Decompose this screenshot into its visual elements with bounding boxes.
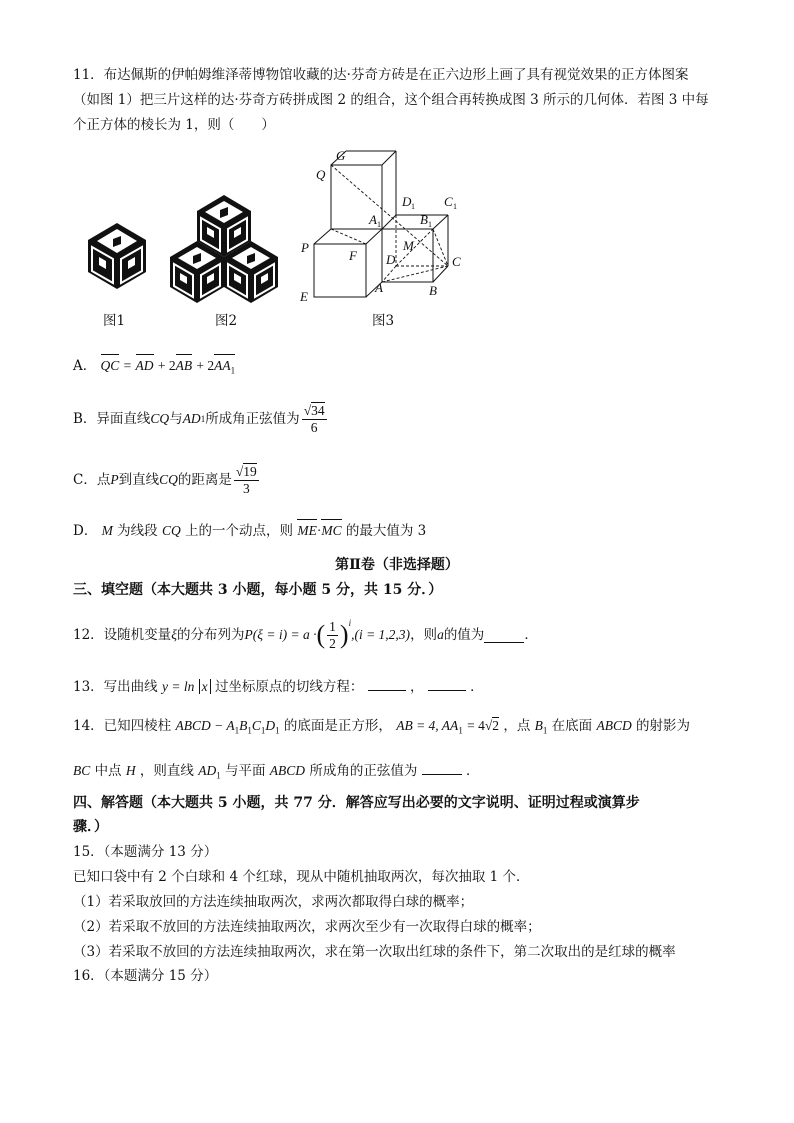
section-4-heading-line2: 骤．） [73, 819, 108, 835]
label-M: M [403, 238, 414, 253]
label-G: G [336, 148, 346, 163]
section-4-heading-line1: 四、解答题（本大题共 5 小题，共 77 分．解答应写出必要的文字说明、证明过程或演算步 [73, 795, 640, 811]
vector-AB: AB [175, 358, 193, 373]
q16-title: 16．（本题满分 15 分） [73, 968, 218, 984]
q11-option-b: B．异面直线 CQ 与 AD 1 所成角正弦值为 $\frac{√34}{6}$ [73, 402, 325, 435]
q11-option-d: D． M 为线段 CQ 上的一个动点，则 ME·MC 的最大值为 3 [73, 523, 427, 539]
figure-2-three-tiles [166, 193, 281, 305]
label-A: A [375, 280, 383, 295]
q15-stem: 已知口袋中有 2 个白球和 4 个红球，现从中随机抽取两次，每次抽取 1 个． [73, 869, 530, 885]
fraction-sqrt19-over-3: $\frac{√19}{3}$ [235, 463, 257, 496]
label-F: F [349, 248, 357, 263]
figure-1-caption: 图1 [103, 313, 126, 329]
vector-AA1: AA [214, 358, 231, 373]
q15-part-1: （1）若采取放回的方法连续抽取两次，求两次都取得白球的概率； [73, 894, 474, 910]
label-C: C [452, 254, 461, 269]
q14-answer-blank[interactable] [422, 760, 462, 775]
q13: 13．写出曲线 y = ln x 过坐标原点的切线方程： ， ． [73, 676, 484, 696]
label-D1-sub: 1 [411, 202, 415, 211]
fraction-sqrt34-over-6: $\frac{√34}{6}$ [303, 402, 325, 435]
q14-line1: 14．已知四棱柱 ABCD − $A_1B_1C_1D_1$ 的底面是正方形， AB = 4, $AA_1 = 4√2$ ，点 $B_1$ 在底面 ABCD 的射影为 [73, 718, 691, 736]
q13-answer-blank-2[interactable] [428, 676, 466, 691]
label-C1: C [444, 194, 453, 209]
vector-QC: QC [100, 358, 120, 373]
label-P: P [301, 240, 309, 255]
figure-3-geometry [296, 146, 471, 334]
section-2-title: 第Ⅱ卷（非选择题） [335, 557, 459, 573]
figure-3-caption: 图3 [372, 313, 395, 329]
q11-line2: （如图 1）把三片这样的达·芬奇方砖拼成图 2 的组合，这个组合再转换成图 3 所示的几何体．若图 3 中每 [73, 92, 709, 108]
label-E: E [300, 289, 308, 304]
q11-option-a: A． QC = AD + $2AB + 2AA_1$ [73, 357, 235, 380]
label-C1-sub: 1 [453, 202, 457, 211]
q14-line2: BC 中点 H ，则直线 $AD_1$ 与平面 ABCD 所成角的正弦值为 ． [73, 760, 479, 785]
label-B1: B [420, 212, 428, 227]
label-D1: D [402, 194, 412, 209]
label-B: B [429, 283, 437, 298]
label-A1-sub: 1 [377, 220, 381, 229]
figure-2-caption: 图2 [215, 313, 238, 329]
q11-option-c: C．点 P 到直线 CQ 的距离是 $\frac{√19}{3}$ [73, 463, 257, 496]
q15-part-3: （3）若采取不放回的方法连续抽取两次，求在第一次取出红球的条件下，第二次取出的是红球的概率 [73, 944, 676, 960]
q12: 12．设随机变量 ξ 的分布列为 P (ξ = i) = a · ( $\frac{1}{2}$ ) $^i$ ,(i = 1,2,3) ，则 a 的值为 ． [73, 618, 538, 651]
label-Q: Q [316, 167, 326, 182]
vector-ME: ME [297, 523, 317, 538]
q11-line3: 个正方体的棱长为 1，则（ ） [73, 117, 275, 133]
q12-answer-blank[interactable] [484, 628, 524, 643]
label-D: D [386, 252, 396, 267]
q11-line1: 11．布达佩斯的伊帕姆维泽蒂博物馆收藏的达·芬奇方砖是在正六边形上画了具有视觉效果的正方体图案 [73, 67, 689, 83]
fraction-1-over-2: $\frac{1}{2}$ [329, 618, 336, 651]
section-3-heading: 三、填空题（本大题共 3 小题，每小题 5 分，共 15 分．） [73, 582, 443, 598]
vector-AD: AD [135, 358, 154, 373]
label-B1-sub: 1 [428, 220, 432, 229]
label-A1: A [369, 212, 377, 227]
q15-title: 15．（本题满分 13 分） [73, 844, 218, 860]
figure-1-cube-tile [82, 220, 152, 292]
q13-answer-blank-1[interactable] [368, 676, 406, 691]
q15-part-2: （2）若采取不放回的方法连续抽取两次，求两次至少有一次取得白球的概率； [73, 919, 541, 935]
vector-MC: MC [321, 523, 342, 538]
